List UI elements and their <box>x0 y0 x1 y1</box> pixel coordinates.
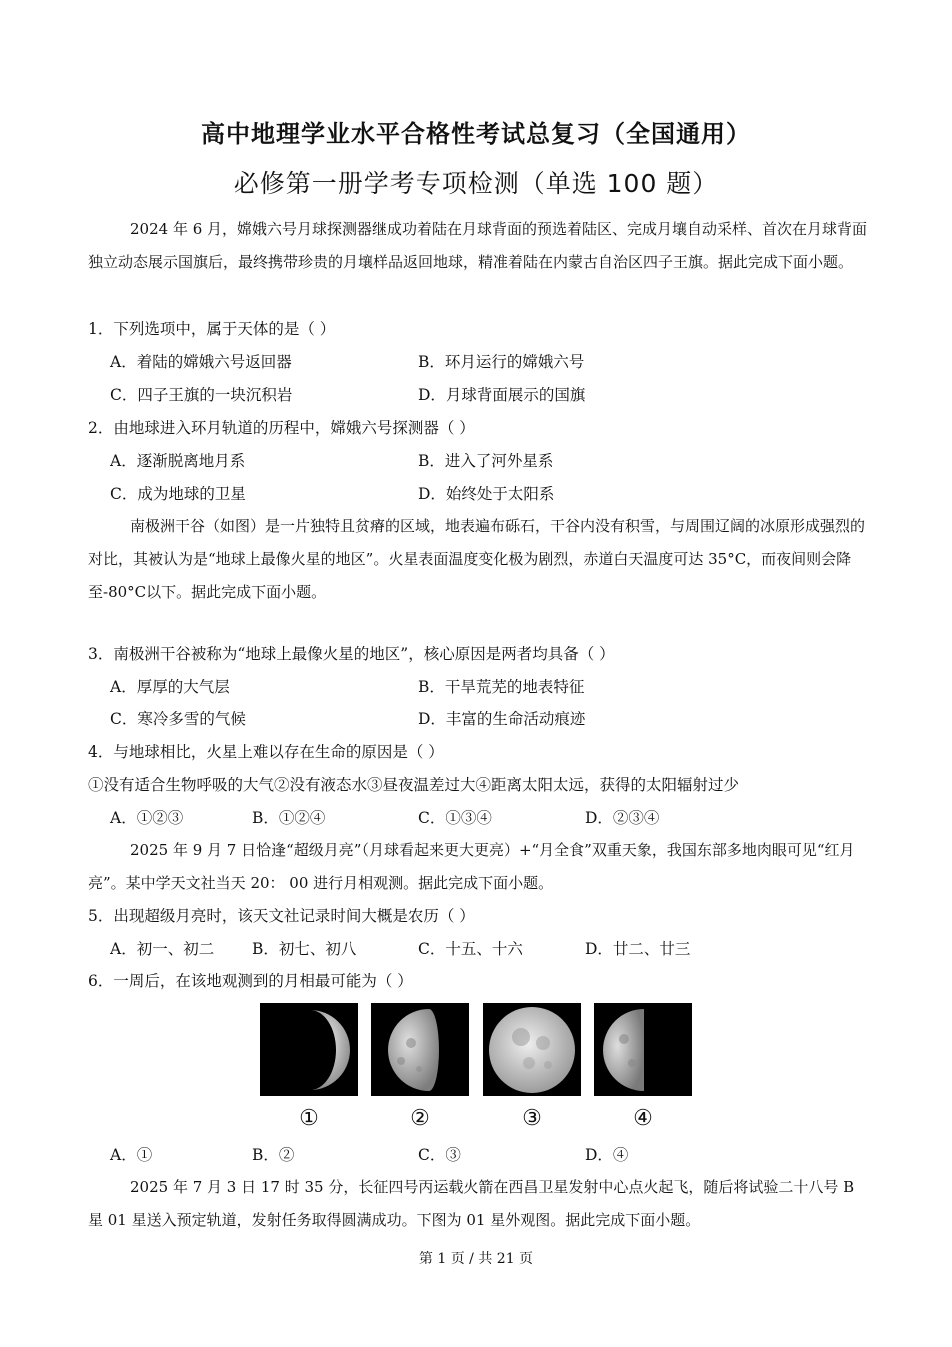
q3-option-b: B．干旱荒芜的地表特征 <box>418 678 585 696</box>
q3-option-a: A．厚厚的大气层 <box>110 678 230 696</box>
q3-stem: 3．南极洲干谷被称为“地球上最像火星的地区”，核心原因是两者均具备（ ） <box>88 645 615 663</box>
q6-option-a: A．① <box>110 1146 153 1164</box>
q2-option-c: C．成为地球的卫星 <box>110 485 246 503</box>
material-2: 南极洲干谷（如图）是一片独特且贫瘠的区域，地表遍布砾石，干谷内没有积雪，与周围辽阔的冰原形成强烈的对比，其被认为是“地球上最像火星的地区”。火星表面温度变化极为剧烈，赤道白天温度可达 35°C，而夜间则会降至-80°C以下。据此完成下面小题。 <box>88 517 866 601</box>
q3-option-d: D．丰富的生命活动痕迹 <box>418 710 586 728</box>
q5-option-d: D．廿二、廿三 <box>585 940 691 958</box>
q5-stem: 5．出现超级月亮时，该天文社记录时间大概是农历（ ） <box>88 907 475 925</box>
page-title: 高中地理学业水平合格性考试总复习（全国通用） <box>201 120 751 148</box>
q6-option-d: D．④ <box>585 1146 629 1164</box>
q4-option-b: B．①②④ <box>252 809 326 827</box>
moon-label-2: ② <box>410 1106 430 1131</box>
q4-option-d: D．②③④ <box>585 809 660 827</box>
q1-stem: 1．下列选项中，属于天体的是（ ） <box>88 320 336 338</box>
moon-phase-image-2 <box>371 1003 469 1096</box>
q1-option-a: A．着陆的嫦娥六号返回器 <box>110 353 292 371</box>
q2-option-a: A．逐渐脱离地月系 <box>110 452 246 470</box>
moon-label-1: ① <box>299 1106 319 1131</box>
material-1: 2024 年 6 月，嫦娥六号月球探测器继成功着陆在月球背面的预选着陆区、完成月壤自动采样、首次在月球背面独立动态展示国旗后，最终携带珍贵的月壤样品返回地球，精准着陆在内蒙古自治区四子王旗。据此完成下面小题。 <box>88 220 868 271</box>
q4-option-c: C．①③④ <box>418 809 492 827</box>
q2-option-b: B．进入了河外星系 <box>418 452 554 470</box>
moon-label-4: ④ <box>633 1106 653 1131</box>
page-footer: 第 1 页 / 共 21 页 <box>418 1251 534 1267</box>
q6-option-c: C．③ <box>418 1146 461 1164</box>
page-subtitle: 必修第一册学考专项检测（单选 100 题） <box>233 169 719 198</box>
q5-option-a: A．初一、初二 <box>110 940 215 958</box>
q4-stem: 4．与地球相比，火星上难以存在生命的原因是（ ） <box>88 743 444 761</box>
q6-stem: 6．一周后，在该地观测到的月相最可能为（ ） <box>88 972 413 990</box>
material-3: 2025 年 9 月 7 日恰逢“超级月亮”（月球看起来更大更亮）+“月全食”双重天象，我国东部多地肉眼可见“红月亮”。某中学天文社当天 20： 00 进行月相观测。据此完成下面小题。 <box>88 841 855 892</box>
moon-phase-image-1 <box>260 1003 358 1096</box>
q2-option-d: D．始终处于太阳系 <box>418 485 555 503</box>
moon-phase-image-3 <box>483 1003 581 1096</box>
q5-option-c: C．十五、十六 <box>418 940 523 958</box>
material-4: 2025 年 7 月 3 日 17 时 35 分，长征四号丙运载火箭在西昌卫星发射中心点火起飞，随后将试验二十八号 B 星 01 星送入预定轨道，发射任务取得圆满成功。下图为 01 星外观图。据此完成下面小题。 <box>88 1178 855 1229</box>
q1-option-c: C．四子王旗的一块沉积岩 <box>110 386 293 404</box>
q1-option-d: D．月球背面展示的国旗 <box>418 386 586 404</box>
q4-option-a: A．①②③ <box>110 809 184 827</box>
q2-stem: 2．由地球进入环月轨道的历程中，嫦娥六号探测器（ ） <box>88 419 475 437</box>
q5-option-b: B．初七、初八 <box>252 940 357 958</box>
moon-label-3: ③ <box>522 1106 542 1131</box>
q6-option-b: B．② <box>252 1146 295 1164</box>
q1-option-b: B．环月运行的嫦娥六号 <box>418 353 585 371</box>
q3-option-c: C．寒冷多雪的气候 <box>110 710 246 728</box>
moon-phase-image-4 <box>594 1003 692 1096</box>
q4-statements: ①没有适合生物呼吸的大气②没有液态水③昼夜温差过大④距离太阳太远，获得的太阳辐射过少 <box>88 776 740 794</box>
